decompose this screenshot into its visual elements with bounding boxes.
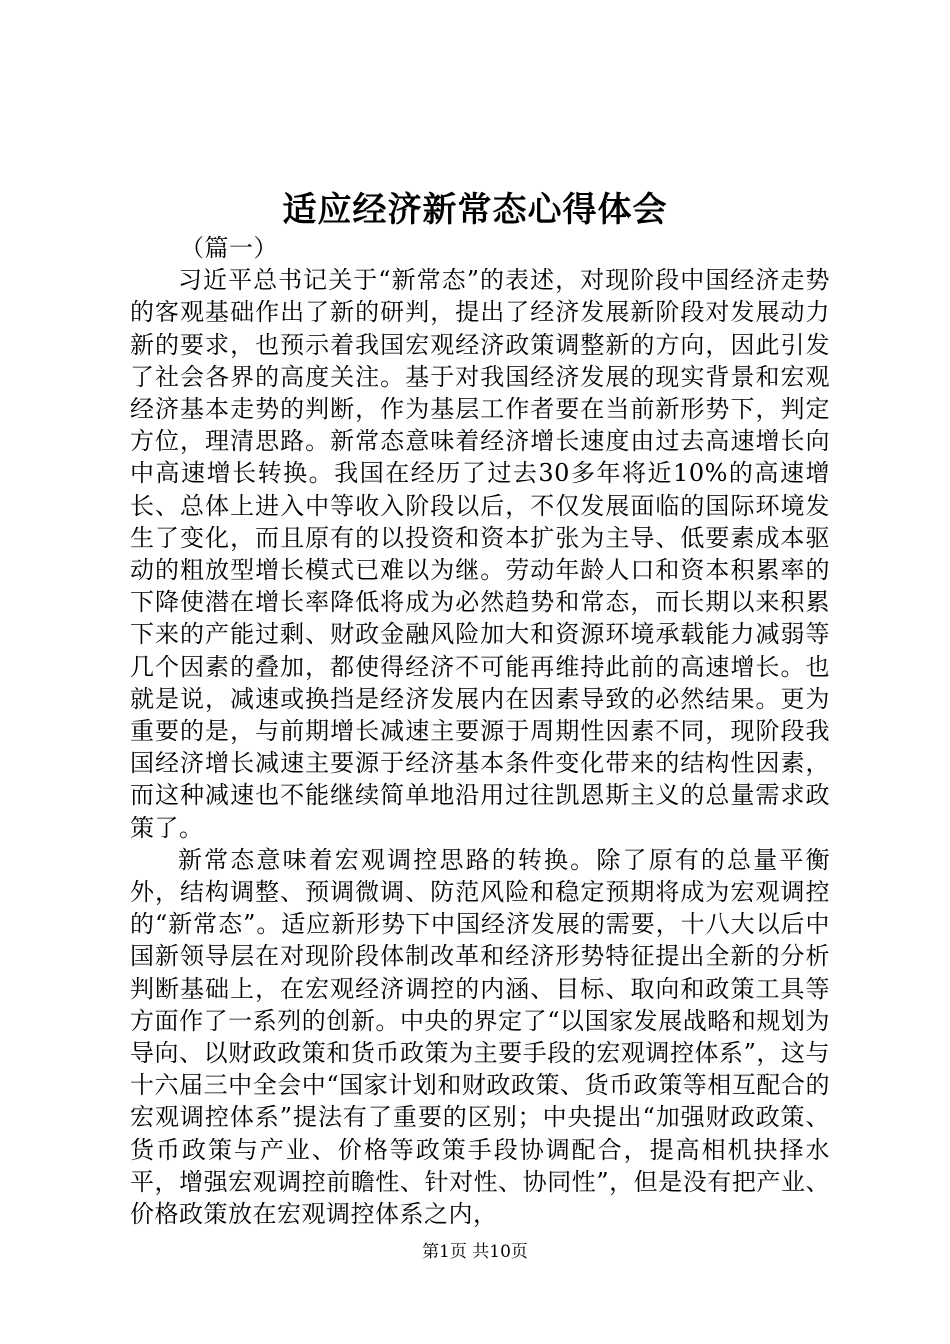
paragraph-2: 新常态意味着宏观调控思路的转换。除了原有的总量平衡外，结构调整、预调微调、防范风险和稳定预期将成为宏观调控的“新常态”。适应新形势下中国经济发展的需要，十八大以后中国新领导层在对现阶段体制改革和经济形势特征提出全新的分析判断基础上，在宏观经济调控的内涵、目标、取向和政策工具等方面作了一系列的创新。中央的界定了“以国家发展战略和规划为导向、以财政政策和货币政策为主要手段的宏观调控体系”，这与十六届三中全会中“国家计划和财政政策、货币政策等相互配合的宏观调控体系”提法有了重要的区别；中央提出“加强财政政策、货币政策与产业、价格等政策手段协调配合，提高相机抉择水平，增强宏观调控前瞻性、针对性、协同性”，但是没有把产业、价格政策放在宏观调控体系之内， (130, 845, 830, 1229)
document-title: 适应经济新常态心得体会 (282, 190, 668, 230)
section-label: （篇一） (180, 234, 278, 262)
paragraph-1: 习近平总书记关于“新常态”的表述，对现阶段中国经济走势的客观基础作出了新的研判，提出了经济发展新阶段对发展动力新的要求，也预示着我国宏观经济政策调整新的方向，因此引发了社会各界的高度关注。基于对我国经济发展的现实背景和宏观经济基本走势的判断，作为基层工作者要在当前新形势下，判定方位，理清思路。新常态意味着经济增长速度由过去高速增长向中高速增长转换。我国在经历了过去30多年将近10%的高速增长、总体上进入中等收入阶段以后，不仅发展面临的国际环境发生了变化，而且原有的以投资和资本扩张为主导、低要素成本驱动的粗放型增长模式已难以为继。劳动年龄人口和资本积累率的下降使潜在增长率降低将成为必然趋势和常态，而长期以来积累下来的产能过剩、财政金融风险加大和资源环境承载能力减弱等几个因素的叠加，都使得经济不可能再维持此前的高速增长。也就是说，减速或换挡是经济发展内在因素导致的必然结果。更为重要的是，与前期增长减速主要源于周期性因素不同，现阶段我国经济增长减速主要源于经济基本条件变化带来的结构性因素，而这种减速也不能继续简单地沿用过往凯恩斯主义的总量需求政策了。 (130, 266, 830, 842)
page-footer: 第1页 共10页 (422, 1242, 528, 1262)
document-body (130, 232, 830, 1230)
